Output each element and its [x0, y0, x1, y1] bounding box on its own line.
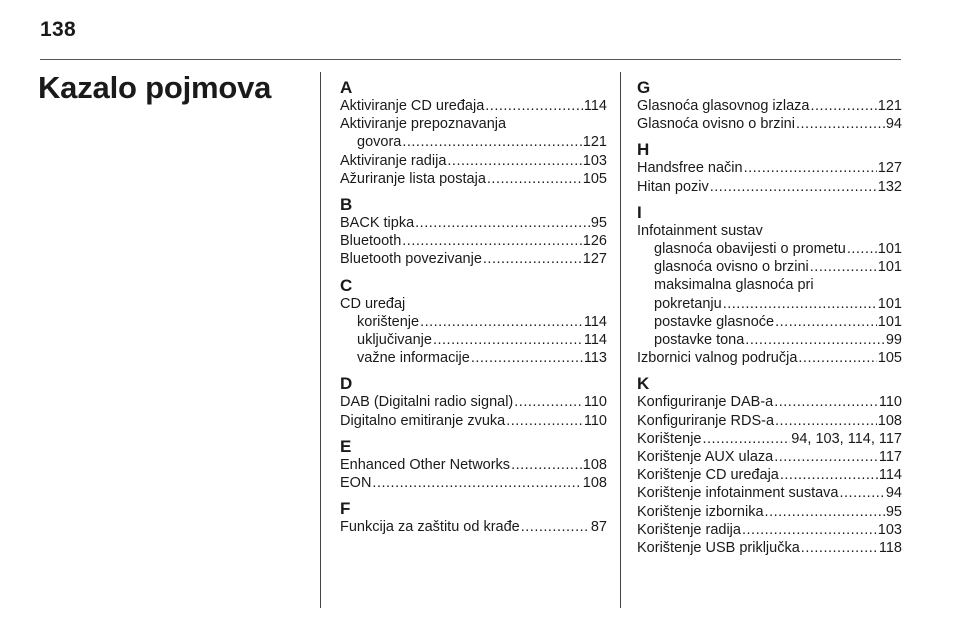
index-entry: [340, 170, 607, 188]
index-entry: [340, 250, 607, 268]
index-term: Bluetooth: [340, 233, 402, 250]
dot-leader: [415, 214, 590, 232]
index-term: EON: [340, 475, 372, 492]
index-entry: [637, 503, 902, 521]
index-term: važne informacije: [357, 350, 470, 367]
index-entry: [637, 178, 902, 196]
index-letter: G: [637, 78, 651, 97]
index-entry: [340, 97, 607, 115]
dot-leader: [372, 474, 581, 492]
index-page-ref: 101: [877, 313, 902, 330]
index-entry: [637, 521, 902, 539]
index-page-ref: 113: [583, 350, 607, 367]
index-page-ref: 103: [582, 152, 607, 169]
column-divider-right: [620, 72, 621, 608]
index-entry: [637, 159, 902, 177]
index-page-ref: 105: [877, 350, 902, 367]
index-heading: CD uređaj: [340, 295, 406, 312]
index-entry: [637, 97, 902, 115]
index-term: postavke glasnoće: [654, 313, 775, 330]
dot-leader: [811, 97, 877, 115]
index-term: Konfiguriranje RDS-a: [637, 412, 775, 429]
index-entry: [340, 393, 607, 411]
index-term: Korištenje USB priključka: [637, 540, 800, 557]
index-column-1: [340, 78, 607, 543]
index-entry: [340, 456, 607, 474]
dot-leader: [487, 170, 582, 188]
index-page-ref: 126: [582, 233, 607, 250]
index-term: Izbornici valnog područja: [637, 350, 798, 367]
index-term: Korištenje izbornika: [637, 503, 764, 520]
dot-leader: [447, 152, 581, 170]
index-page-ref: 121: [582, 134, 607, 151]
index-page-ref: 132: [877, 178, 902, 195]
index-page-ref: 103: [877, 521, 902, 538]
index-entry: [637, 412, 902, 430]
index-letter: B: [340, 195, 353, 215]
index-term: Digitalno emitiranje zvuka: [340, 412, 506, 429]
index-heading: Infotainment sustav: [637, 222, 763, 239]
index-term: glasnoća obavijesti o prometu: [654, 241, 846, 258]
dot-leader: [775, 412, 877, 430]
index-page-ref: 94: [885, 485, 902, 502]
index-term: korištenje: [357, 313, 420, 330]
index-group-k: [637, 374, 902, 557]
index-entry: [340, 474, 607, 492]
index-entry: [637, 258, 902, 276]
index-page-ref: 101: [877, 259, 902, 276]
header-rule: [40, 59, 901, 60]
index-entry: [340, 214, 607, 232]
index-page-ref: 127: [582, 251, 607, 268]
index-page-ref: 117: [878, 449, 902, 466]
dot-leader: [521, 518, 590, 536]
dot-leader: [745, 331, 885, 349]
index-page-ref: 114: [583, 313, 607, 330]
index-page-ref: 101: [877, 295, 902, 312]
index-page-ref: 110: [583, 412, 607, 429]
index-term: Korištenje radija: [637, 521, 741, 538]
index-letter: I: [637, 202, 642, 222]
dot-leader: [402, 232, 582, 250]
index-term: Korištenje AUX ulaza: [637, 449, 774, 466]
dot-leader: [810, 258, 877, 276]
index-page-ref: 108: [582, 456, 607, 473]
index-entry: [637, 349, 902, 367]
index-entry: [340, 133, 607, 151]
index-term: Aktiviranje CD uređaja: [340, 98, 485, 114]
index-group-b: [340, 195, 607, 269]
index-letter: E: [340, 436, 352, 456]
index-term: DAB (Digitalni radio signal): [340, 394, 514, 411]
index-page-ref: 94, 103, 114, 117: [791, 430, 902, 447]
page-title: Kazalo pojmova: [38, 70, 272, 105]
index-page-ref: 110: [878, 394, 902, 411]
index-group-g: [637, 78, 902, 133]
index-term: Funkcija za zaštitu od krađe: [340, 519, 520, 536]
index-entry: [637, 393, 902, 411]
index-page-ref: 118: [878, 540, 902, 557]
index-term: glasnoća ovisno o brzini: [654, 259, 809, 276]
dot-leader: [744, 159, 877, 177]
dot-leader: [506, 412, 583, 430]
index-term: Hitan poziv: [637, 178, 709, 195]
index-term: Ažuriranje lista postaja: [340, 170, 486, 187]
index-entry: [637, 539, 902, 557]
dot-leader: [742, 521, 877, 539]
dot-leader: [483, 250, 582, 268]
index-letter: H: [637, 140, 650, 160]
dot-leader: [471, 349, 583, 367]
index-page-ref: 105: [582, 170, 607, 187]
index-letter: F: [340, 499, 351, 519]
index-entry: [340, 412, 607, 430]
index-group-i: [637, 203, 902, 368]
index-page-ref: 114: [878, 467, 902, 484]
index-page-ref: 95: [885, 503, 902, 520]
index-letter: C: [340, 275, 353, 295]
column-divider-left: [320, 72, 321, 608]
index-letter: K: [637, 374, 650, 394]
index-term: BACK tipka: [340, 215, 415, 232]
index-letter: D: [340, 374, 353, 394]
dot-leader: [774, 448, 878, 466]
index-term: Enhanced Other Networks: [340, 456, 511, 473]
dot-leader: [710, 178, 877, 196]
dot-leader: [840, 484, 885, 502]
page-number: 138: [40, 18, 76, 41]
index-entry: [637, 295, 902, 313]
dot-leader: [801, 539, 878, 557]
dot-leader: [402, 133, 581, 151]
index-term: Glasnoća ovisno o brzini: [637, 116, 795, 133]
dot-leader: [511, 456, 582, 474]
index-page-ref: 108: [582, 475, 607, 492]
dot-leader: [485, 97, 583, 115]
index-page-ref: 114: [583, 98, 607, 114]
dot-leader: [847, 240, 877, 258]
index-entry: [637, 484, 902, 502]
index-entry: [340, 331, 607, 349]
index-entry: [340, 349, 607, 367]
index-term: Handsfree način: [637, 160, 743, 177]
index-group-a: [340, 78, 607, 188]
index-page-ref: 101: [877, 241, 902, 258]
index-heading: maksimalna glasnoća pri: [654, 277, 814, 294]
dot-leader: [433, 331, 583, 349]
index-entry: [637, 115, 902, 133]
dot-leader: [420, 313, 583, 331]
index-entry: [637, 240, 902, 258]
index-term: Aktiviranje radija: [340, 152, 447, 169]
index-letter: A: [340, 78, 353, 97]
index-entry: [637, 313, 902, 331]
index-term: Konfiguriranje DAB-a: [637, 394, 774, 411]
index-entry: [637, 466, 902, 484]
dot-leader: [702, 430, 790, 448]
index-group-d: [340, 374, 607, 429]
index-term: Glasnoća glasovnog izlaza: [637, 98, 810, 114]
index-page-ref: 121: [877, 98, 902, 114]
dot-leader: [514, 393, 583, 411]
index-page-ref: 87: [590, 519, 607, 536]
index-page-ref: 108: [877, 412, 902, 429]
index-heading: Aktiviranje prepoznavanja: [340, 116, 507, 133]
index-term: uključivanje: [357, 332, 432, 349]
index-group-c: [340, 276, 607, 368]
index-term: postavke tona: [654, 332, 745, 349]
dot-leader: [723, 295, 877, 313]
index-entry: [637, 331, 902, 349]
index-entry: [340, 313, 607, 331]
index-group-f: [340, 499, 607, 536]
index-entry: [340, 518, 607, 536]
index-entry: [340, 152, 607, 170]
dot-leader: [775, 313, 877, 331]
dot-leader: [780, 466, 878, 484]
index-page-ref: 99: [885, 332, 902, 349]
index-term: Bluetooth povezivanje: [340, 251, 482, 268]
dot-leader: [774, 393, 878, 411]
index-term: Korištenje: [637, 430, 702, 447]
index-page-ref: 127: [877, 160, 902, 177]
index-page-ref: 114: [583, 332, 607, 349]
index-page-ref: 94: [885, 116, 902, 133]
dot-leader: [796, 115, 885, 133]
index-group-h: [637, 140, 902, 195]
index-term: govora: [357, 134, 402, 151]
index-column-2: [637, 78, 902, 564]
index-term: Korištenje infotainment sustava: [637, 485, 839, 502]
dot-leader: [798, 349, 876, 367]
index-page-ref: 95: [590, 215, 607, 232]
index-entry: [637, 448, 902, 466]
index-page-ref: 110: [583, 394, 607, 411]
index-term: Korištenje CD uređaja: [637, 467, 779, 484]
dot-leader: [765, 503, 885, 521]
index-group-e: [340, 437, 607, 492]
index-entry: [637, 430, 902, 448]
index-entry: [340, 232, 607, 250]
index-term: pokretanju: [654, 295, 722, 312]
